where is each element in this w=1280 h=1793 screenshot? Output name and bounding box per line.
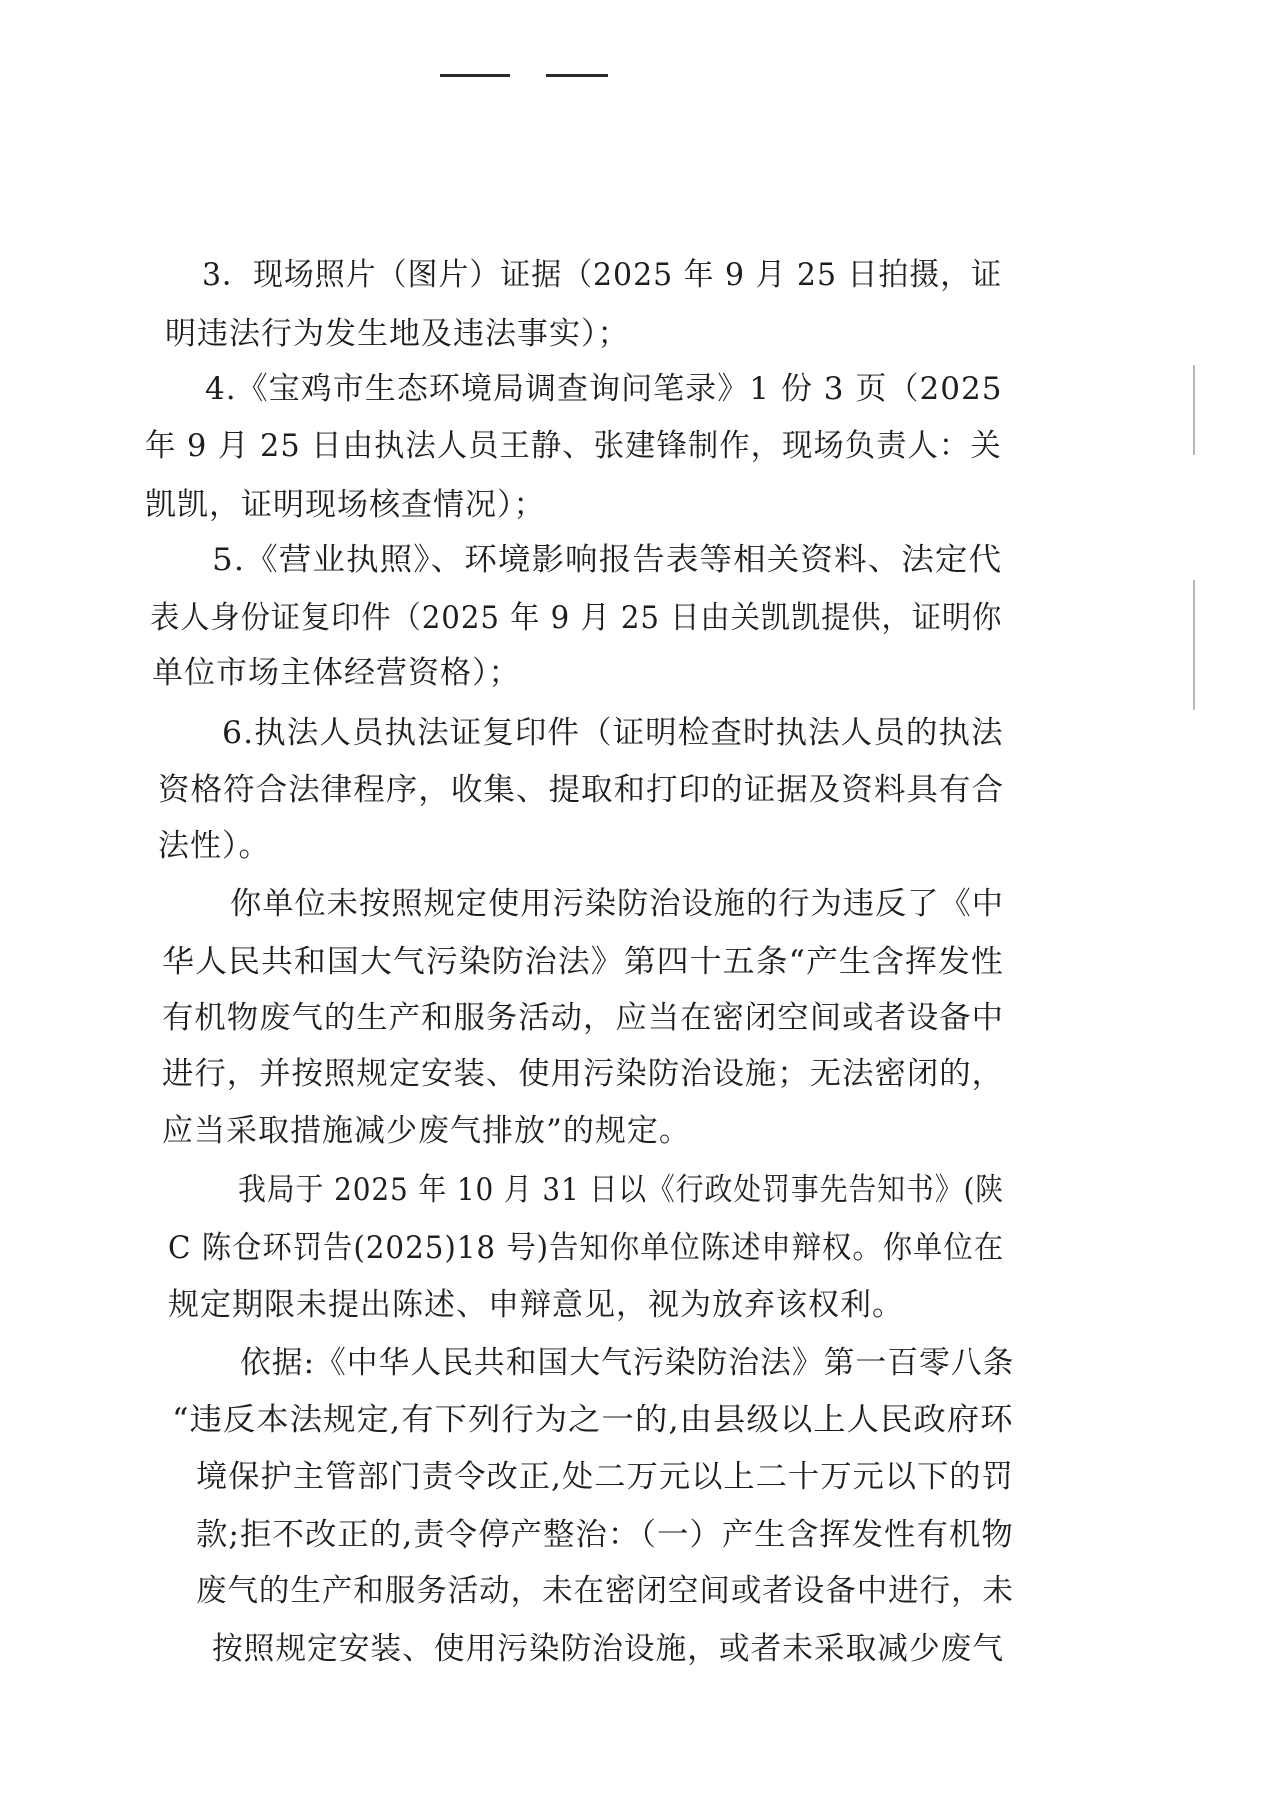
evidence-4-line-1: 4.《宝鸡市生态环境局调查询问笔录》1 份 3 页（2025 — [205, 371, 1003, 407]
scan-edge-mark — [1193, 580, 1195, 710]
evidence-6-line-2: 资格符合法律程序，收集、提取和打印的证据及资料具有合 — [158, 772, 1004, 808]
legal-basis-line-4: 款;拒不改正的,责令停产整治：（一）产生含挥发性有机物 — [196, 1517, 1014, 1553]
notice-para-line-2: C 陈仓环罚告(2025)18 号)告知你单位陈述申辩权。你单位在 — [168, 1230, 1005, 1266]
legal-basis-line-2: “违反本法规定,有下列行为之一的,由县级以上人民政府环 — [172, 1402, 1014, 1438]
notice-para-line-3: 规定期限未提出陈述、申辩意见，视为放弃该权利。 — [168, 1287, 904, 1323]
evidence-6-line-1: 6.执法人员执法证复印件（证明检查时执法人员的执法 — [222, 715, 1004, 751]
scan-edge-mark — [1193, 365, 1195, 455]
evidence-3-line-1: 3．现场照片（图片）证据（2025 年 9 月 25 日拍摄，证 — [202, 257, 1003, 293]
header-scan-mark — [546, 74, 608, 77]
legal-basis-line-1: 依据:《中华人民共和国大气污染防治法》第一百零八条 — [240, 1345, 1015, 1381]
legal-basis-line-5: 废气的生产和服务活动，未在密闭空间或者设备中进行，未 — [196, 1573, 1014, 1609]
evidence-4-line-2: 年 9 月 25 日由执法人员王静、张建锋制作，现场负责人：关 — [145, 428, 1002, 464]
evidence-5-line-3: 单位市场主体经营资格）； — [152, 655, 521, 691]
evidence-5-line-2: 表人身份证复印件（2025 年 9 月 25 日由关凯凯提供，证明你 — [150, 600, 1003, 636]
header-scan-mark — [440, 74, 510, 77]
violation-para-line-3: 有机物废气的生产和服务活动，应当在密闭空间或者设备中 — [162, 1000, 1005, 1036]
violation-para-line-2: 华人民共和国大气污染防治法》第四十五条“产生含挥发性 — [162, 944, 1004, 980]
violation-para-line-1: 你单位未按照规定使用污染防治设施的行为违反了《中 — [230, 886, 1004, 922]
violation-para-line-4: 进行，并按照规定安装、使用污染防治设施；无法密闭的， — [162, 1056, 1005, 1092]
violation-para-line-5: 应当采取措施减少废气排放”的规定。 — [162, 1113, 691, 1149]
evidence-6-line-3: 法性）。 — [158, 828, 271, 864]
legal-basis-line-3: 境保护主管部门责令改正,处二万元以上二十万元以下的罚 — [196, 1459, 1014, 1495]
evidence-4-line-3: 凯凯，证明现场核查情况）； — [145, 487, 546, 523]
legal-basis-line-6: 按照规定安装、使用污染防治设施，或者未采取减少废气 — [212, 1631, 1004, 1667]
notice-para-line-1: 我局于 2025 年 10 月 31 日以《行政处罚事先告知书》(陕 — [238, 1172, 1005, 1208]
evidence-3-line-2: 明违法行为发生地及违法事实）； — [165, 316, 630, 352]
evidence-5-line-1: 5.《营业执照》、环境影响报告表等相关资料、法定代 — [212, 542, 1003, 578]
